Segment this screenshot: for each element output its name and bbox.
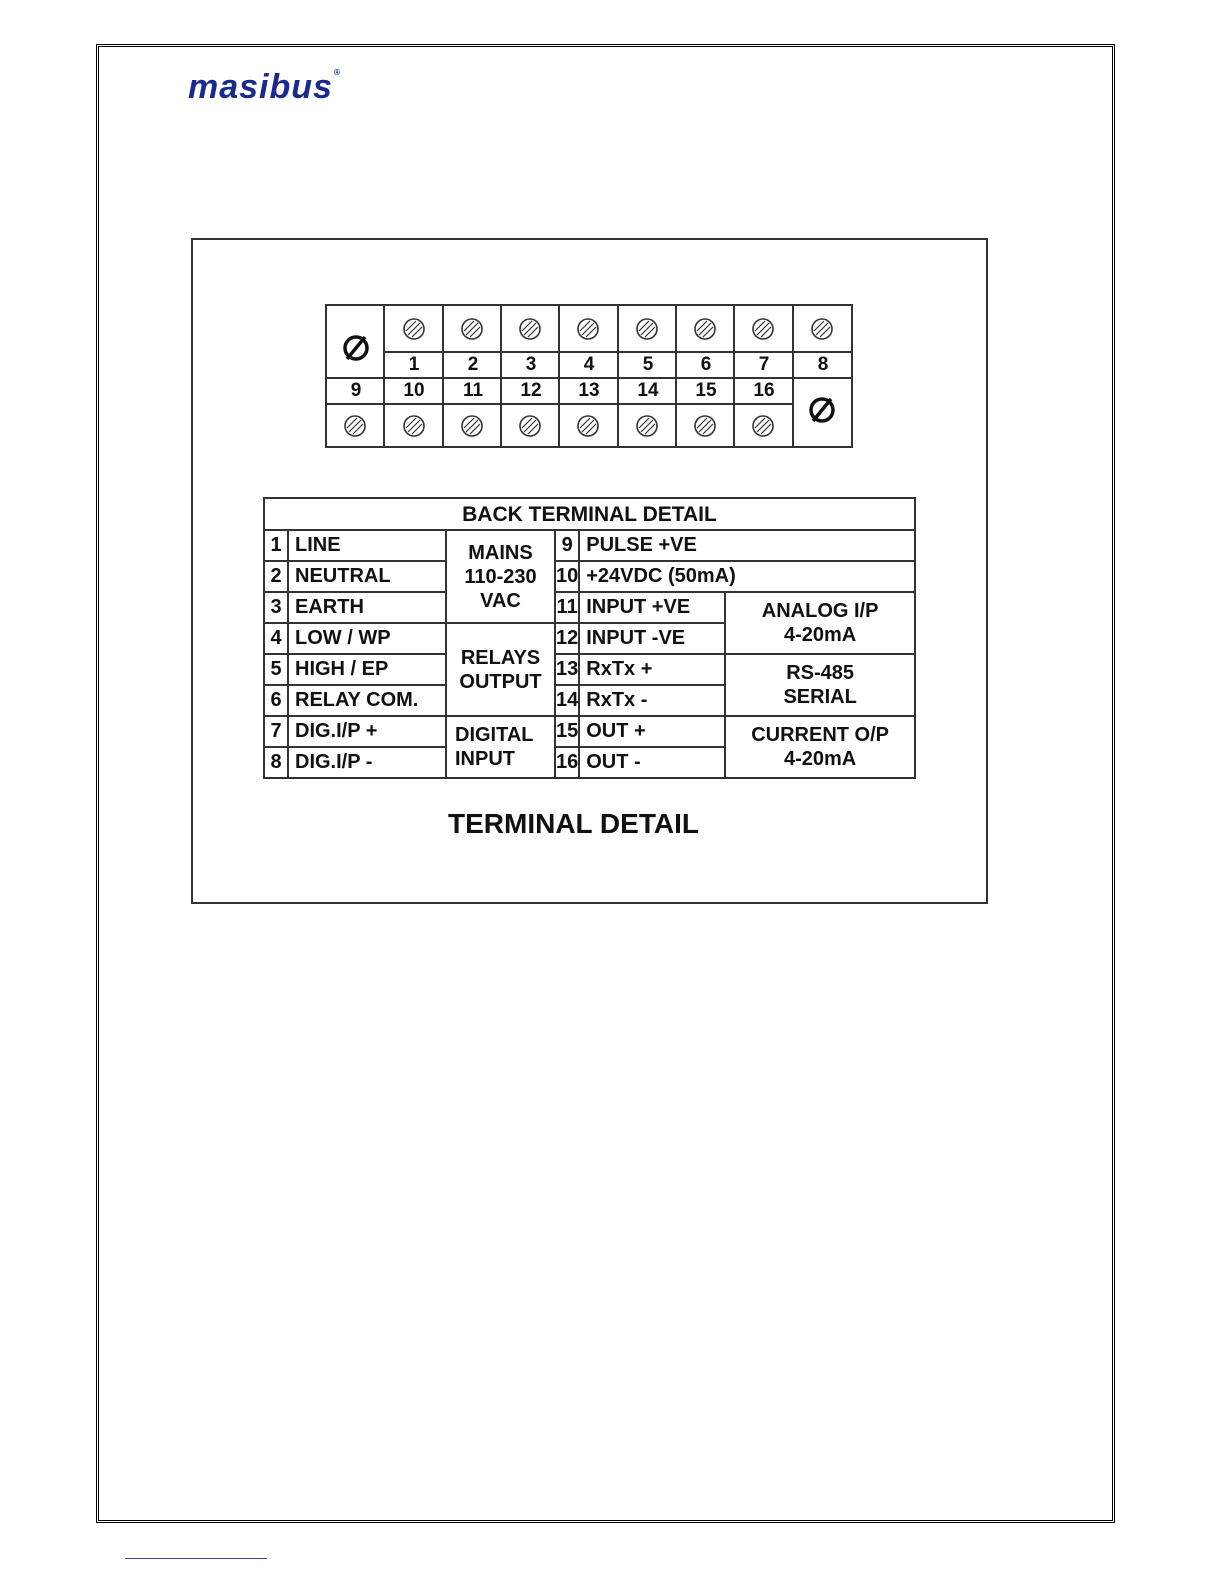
- terminal-label: INPUT -VE: [579, 623, 725, 654]
- terminal-number: 12: [520, 380, 542, 401]
- table-row: [264, 561, 915, 592]
- terminal-label: RxTx +: [579, 654, 725, 685]
- terminal-no: 6: [264, 685, 288, 716]
- screw-icon: [520, 319, 540, 339]
- screw-icon: [812, 319, 832, 339]
- terminal-no: 3: [264, 592, 288, 623]
- terminal-label: RELAY COM.: [288, 685, 446, 716]
- terminal-label: PULSE +VE: [579, 530, 915, 561]
- terminal-no: 4: [264, 623, 288, 654]
- screw-icon: [578, 319, 598, 339]
- terminal-number: 15: [695, 380, 717, 401]
- mounting-screw-icon: [811, 399, 833, 421]
- group-current-output: CURRENT O/P 4-20mA: [725, 716, 915, 778]
- terminal-number: 8: [817, 354, 829, 375]
- terminal-no: 7: [264, 716, 288, 747]
- terminal-number: 6: [700, 354, 712, 375]
- group-relays-output: RELAYS OUTPUT: [446, 623, 555, 716]
- terminal-number: 11: [462, 380, 484, 401]
- terminal-label: OUT +: [579, 716, 725, 747]
- terminal-label: LOW / WP: [288, 623, 446, 654]
- masibus-logo: masibus®: [188, 68, 341, 106]
- terminal-number: 7: [758, 354, 770, 375]
- table-row: [264, 654, 915, 685]
- screw-icon: [753, 319, 773, 339]
- terminal-label: OUT -: [579, 747, 725, 778]
- terminal-number: 13: [578, 380, 600, 401]
- terminal-number: 10: [403, 380, 425, 401]
- terminal-label: +24VDC (50mA): [579, 561, 915, 592]
- terminal-label: HIGH / EP: [288, 654, 446, 685]
- terminal-strip: [325, 304, 853, 448]
- mounting-screw-icon: [345, 337, 367, 359]
- terminal-no: 14: [555, 685, 579, 716]
- screw-icon: [345, 416, 365, 436]
- screw-icon: [637, 319, 657, 339]
- terminal-no: 2: [264, 561, 288, 592]
- terminal-number: 1: [408, 354, 420, 375]
- terminal-label: NEUTRAL: [288, 561, 446, 592]
- terminal-no: 13: [555, 654, 579, 685]
- group-analog-input: ANALOG I/P 4-20mA: [725, 592, 915, 654]
- terminal-no: 1: [264, 530, 288, 561]
- terminal-no: 8: [264, 747, 288, 778]
- screw-icon: [404, 416, 424, 436]
- footer-link-underline: [125, 1558, 267, 1559]
- terminal-label: DIG.I/P -: [288, 747, 446, 778]
- screw-icon: [404, 319, 424, 339]
- terminal-no: 12: [555, 623, 579, 654]
- terminal-no: 15: [555, 716, 579, 747]
- terminal-label: EARTH: [288, 592, 446, 623]
- table-row: [264, 592, 915, 623]
- table-row: [264, 716, 915, 747]
- screw-icon: [462, 319, 482, 339]
- terminal-number: 14: [637, 380, 659, 401]
- group-mains: MAINS 110-230 VAC: [446, 530, 555, 623]
- terminal-number: 2: [467, 354, 479, 375]
- terminal-label: RxTx -: [579, 685, 725, 716]
- terminal-no: 16: [555, 747, 579, 778]
- diagram-caption: TERMINAL DETAIL: [448, 808, 699, 839]
- screw-icon: [637, 416, 657, 436]
- terminal-number: 3: [525, 354, 537, 375]
- screw-icon: [695, 319, 715, 339]
- terminal-label: INPUT +VE: [579, 592, 725, 623]
- screw-icon: [753, 416, 773, 436]
- terminal-number: 4: [583, 354, 595, 375]
- terminal-no: 5: [264, 654, 288, 685]
- terminal-no: 10: [555, 561, 579, 592]
- terminal-number: 16: [753, 380, 775, 401]
- terminal-label: DIG.I/P +: [288, 716, 446, 747]
- screw-icon: [578, 416, 598, 436]
- terminal-no: 11: [555, 592, 579, 623]
- terminal-number: 5: [642, 354, 654, 375]
- back-terminal-detail-table: [263, 497, 916, 779]
- table-title: BACK TERMINAL DETAIL: [264, 498, 915, 530]
- screw-icon: [520, 416, 540, 436]
- screw-icon: [695, 416, 715, 436]
- table-row: [264, 530, 915, 561]
- terminal-number: 9: [350, 380, 362, 401]
- screw-icon: [462, 416, 482, 436]
- group-rs485-serial: RS-485 SERIAL: [725, 654, 915, 716]
- terminal-strip-drawing: [327, 306, 851, 446]
- terminal-label: LINE: [288, 530, 446, 561]
- terminal-no: 9: [555, 530, 579, 561]
- group-digital-input: DIGITAL INPUT: [446, 716, 555, 778]
